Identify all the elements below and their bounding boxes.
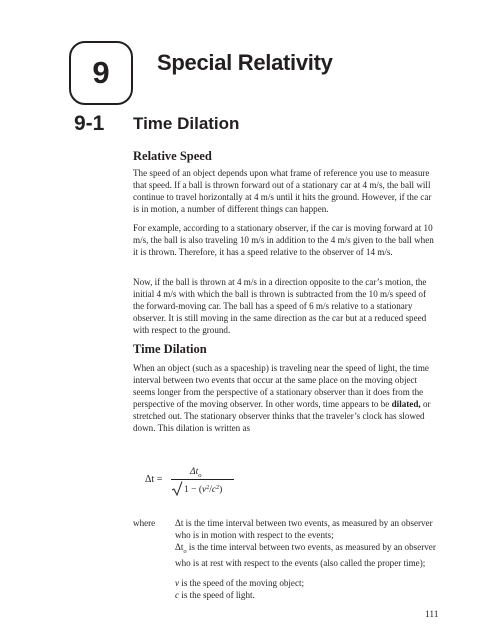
chapter-number: 9: [92, 55, 110, 90]
chapter-title: Special Relativity: [157, 50, 333, 75]
paragraph-relative-speed-1: The speed of an object depends upon what frame of reference you use to measure that speed. If a ball is thrown forward out of a stationary car at 4 m/s, the ball will continue to travel horizontally at 4 m/s until it hits the ground. However, if the car is in motion, a number of different things can happen.: [133, 168, 432, 214]
where-label: where: [133, 518, 156, 528]
subsection-heading-relative-speed: Relative Speed: [133, 149, 212, 163]
fraction-bar: [171, 479, 234, 480]
square-root-sign: [171, 481, 184, 497]
equation-numerator: $\Delta t_o$: [190, 467, 202, 479]
section-title: Time Dilation: [133, 114, 240, 133]
equation-lhs: Δt =: [145, 474, 163, 485]
paragraph-relative-speed-3: Now, if the ball is thrown at 4 m/s in a direction opposite to the car’s motion, the initial 4 m/s with which the ball is thrown is subtracted from the 10 m/s speed of the forward-moving car. The ball has a speed of 6 m/s relative to a stationary observer. It is still moving in the same direction as the car but at a reduced speed with respect to the ground.: [133, 277, 427, 335]
definition-c: c is the speed of light.: [175, 590, 255, 600]
paragraph-relative-speed-2: For example, according to a stationary observer, if the car is moving forward at 10 m/s, the ball is also traveling 10 m/s in addition to the 4 m/s given to the ball when it is thrown. Therefore, it has a speed relative to the observer of 14 m/s.: [133, 223, 434, 257]
definition-delta-t: Δt is the time interval between two events, as measured by an observer who is in motion with respect to the events;: [175, 518, 433, 540]
page-number: 111: [425, 610, 439, 620]
section-number: 9-1: [74, 112, 105, 135]
equation-denominator: $1 - (v^2/c^2)$: [171, 481, 222, 497]
paragraph-time-dilation: When an object (such as a spaceship) is traveling near the speed of light, the time interval between two events that occur at the same place on the moving object seems longer from the perspective of a stationary observer than it does from the perspective of the moving observer. In other words, time appears to be dilated, or stretched out. The stationary observer thinks that the traveler’s clock has slowed down. This dilation is written as: [133, 363, 431, 433]
term-dilated: dilated,: [391, 398, 421, 409]
definition-v: v is the speed of the moving object;: [175, 578, 305, 588]
chapter-number-box: [69, 41, 133, 105]
definition-delta-t-o: $\Delta t_o$ is the time interval between two events, as measured by an observer who is at rest with respect to the events (also called the proper time);: [175, 542, 436, 568]
subsection-heading-time-dilation: Time Dilation: [133, 342, 207, 356]
